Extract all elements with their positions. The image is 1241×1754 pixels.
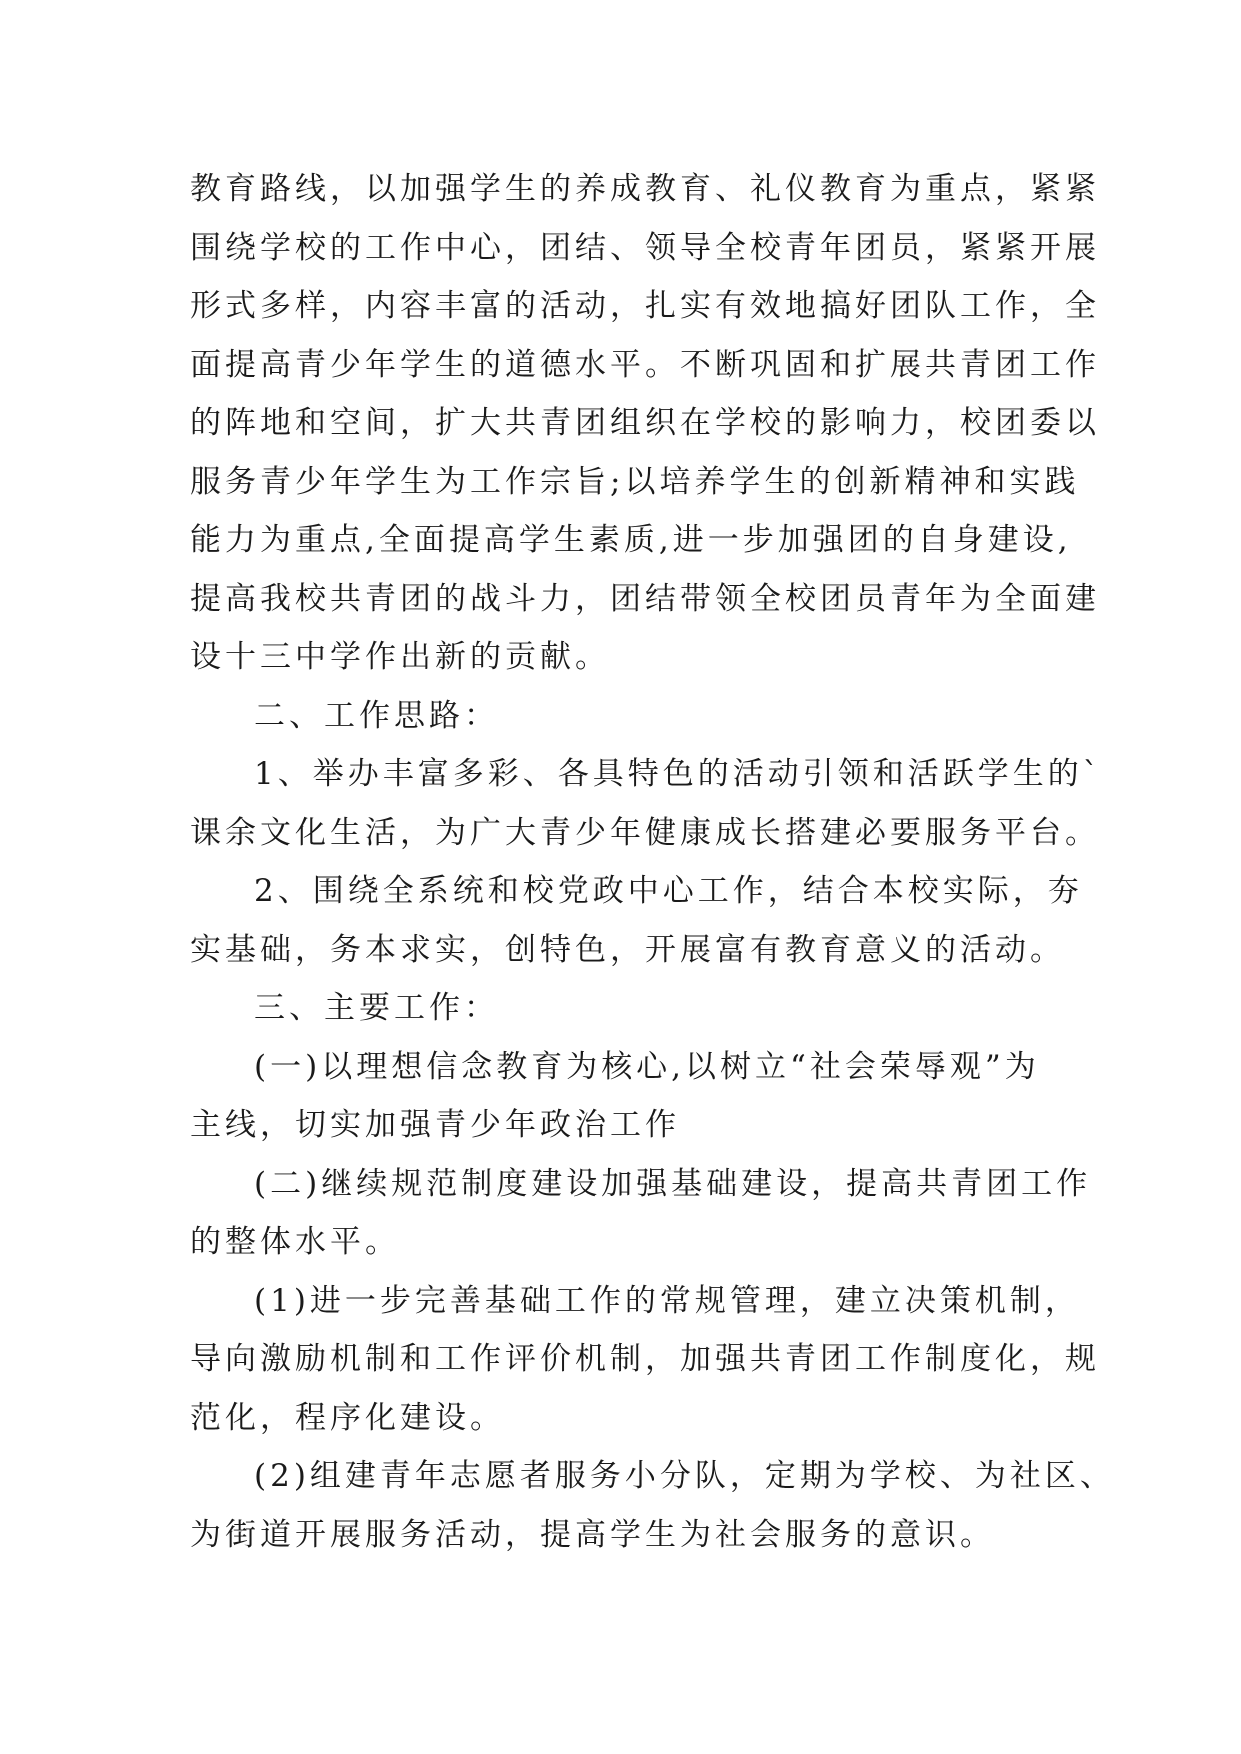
- text-line: 主线，切实加强青少年政治工作: [190, 1107, 680, 1143]
- text-line: 课余文化生活，为广大青少年健康成长搭建必要服务平台。: [190, 814, 1100, 851]
- text-line: 教育路线，以加强学生的养成教育、礼仪教育为重点，紧紧: [190, 171, 1100, 207]
- text-line: 导向激励机制和工作评价机制，加强共青团工作制度化，规: [190, 1341, 1100, 1377]
- text-line: (1)进一步完善基础工作的常规管理，建立决策机制，: [254, 1282, 1080, 1319]
- text-line: 1、举办丰富多彩、各具特色的活动引领和活跃学生的`: [254, 756, 1103, 792]
- text-line: 为街道开展服务活动，提高学生为社会服务的意识。: [190, 1516, 995, 1553]
- text-line: 能力为重点,全面提高学生素质,进一步加强团的自身建设,: [190, 522, 1072, 558]
- text-line: 的整体水平。: [190, 1224, 400, 1260]
- text-line: 范化，程序化建设。: [190, 1399, 505, 1436]
- section-heading: 三、主要工作：: [254, 990, 499, 1026]
- text-line: (2)组建青年志愿者服务小分队，定期为学校、为社区、: [254, 1458, 1115, 1494]
- text-line: (二)继续规范制度建设加强基础建设，提高共青团工作: [254, 1165, 1092, 1202]
- document-body: [190, 160, 1115, 1564]
- section-heading: 二、工作思路：: [254, 697, 499, 734]
- text-line: 2、围绕全系统和校党政中心工作，结合本校实际，夯: [254, 873, 1083, 909]
- text-line: 服务青少年学生为工作宗旨;以培养学生的创新精神和实践: [190, 463, 1080, 500]
- text-line: (一)以理想信念教育为核心,以树立“社会荣辱观”为: [254, 1048, 1040, 1085]
- text-line: 围绕学校的工作中心，团结、领导全校青年团员，紧紧开展: [190, 229, 1100, 266]
- text-line: 的阵地和空间，扩大共青团组织在学校的影响力，校团委以: [190, 405, 1100, 441]
- text-line: 实基础，务本求实，创特色，开展富有教育意义的活动。: [190, 931, 1065, 968]
- text-line: 面提高青少年学生的道德水平。不断巩固和扩展共青团工作: [190, 346, 1100, 383]
- text-line: 设十三中学作出新的贡献。: [190, 639, 610, 675]
- text-line: 形式多样，内容丰富的活动，扎实有效地搞好团队工作，全: [190, 288, 1100, 324]
- text-line: 提高我校共青团的战斗力，团结带领全校团员青年为全面建: [190, 580, 1100, 617]
